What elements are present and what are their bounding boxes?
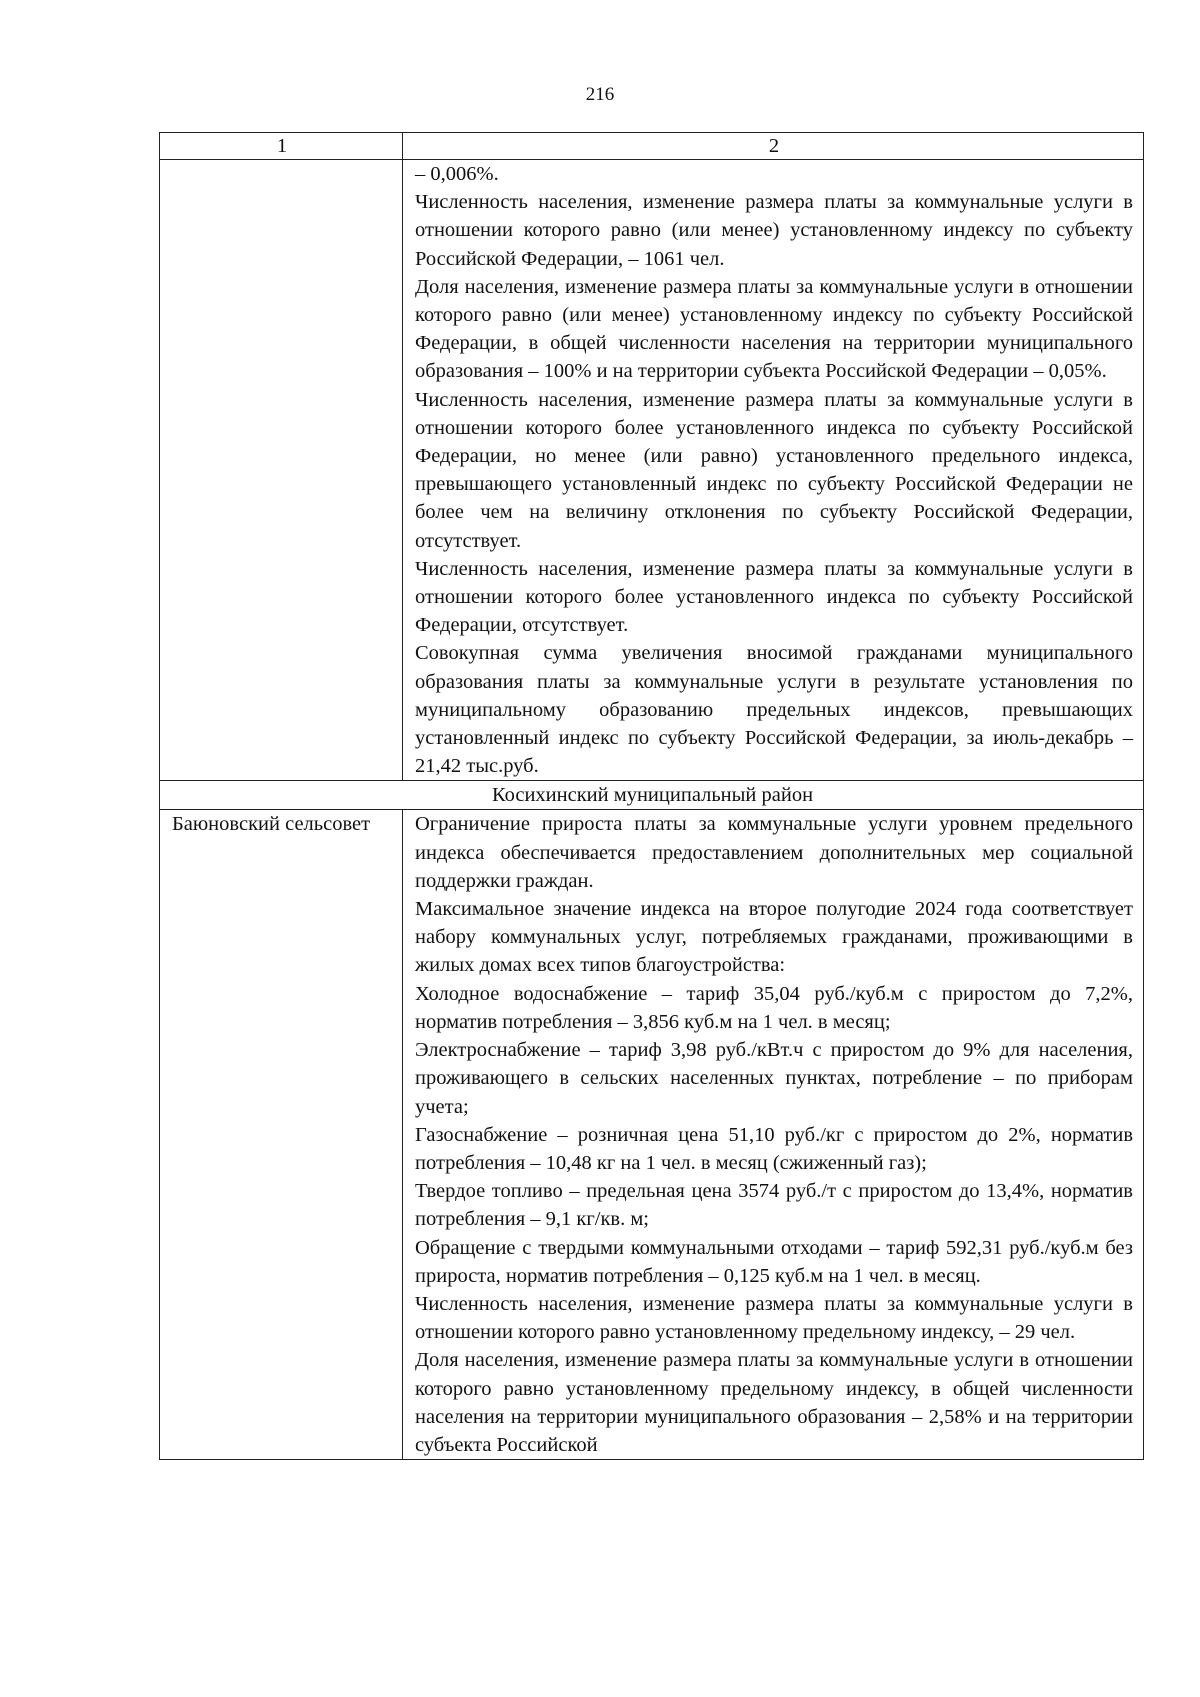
paragraph: Обращение с твердыми коммунальными отходами – тариф 592,31 руб./куб.м без прироста, норматив потребления – 0,125 куб.м на 1 чел. в месяц. <box>415 1236 1133 1287</box>
paragraph: Численность населения, изменение размера платы за коммунальные услуги в отношении которого более установленного индекса по субъекту Российской Федерации, отсутствует. <box>415 557 1133 637</box>
paragraph: Ограничение прироста платы за коммунальные услуги уровнем предельного индекса обеспечивается предоставлением дополнительных мер социальной поддержки граждан. <box>415 813 1133 892</box>
continuation-entity-cell <box>160 160 403 781</box>
page-number: 216 <box>585 84 615 105</box>
continuation-text-cell <box>403 160 1144 781</box>
column-header-1: 1 <box>160 133 403 160</box>
paragraph: Численность населения, изменение размера платы за коммунальные услуги в отношении которого более установленного индекса по субъекту Российской Федерации, но менее (или равно) установленного предельного индекса, превышающего установленный индекс по субъекту Российской Федерации не более чем на величину отклонения по субъекту Российской Федерации, отсутствует. <box>415 388 1133 552</box>
entity-row <box>160 810 1144 1460</box>
paragraph: Холодное водоснабжение – тариф 35,04 руб./куб.м с приростом до 7,2%, норматив потребления – 3,856 куб.м на 1 чел. в месяц; <box>415 982 1133 1033</box>
entity-name: Баюновский сельсовет <box>160 810 403 1460</box>
continuation-row <box>160 160 1144 781</box>
entity-text-cell <box>403 810 1144 1460</box>
paragraph: – 0,006%. <box>415 163 499 185</box>
paragraph: Максимальное значение индекса на второе полугодие 2024 года соответствует набору коммунальных услуг, потребляемых гражданами, проживающими в жилых домах всех типов благоустройства: <box>415 898 1133 977</box>
region-row <box>160 781 1144 810</box>
paragraph: Газоснабжение – розничная цена 51,10 руб./кг с приростом до 2%, норматив потребления – 10,48 кг на 1 чел. в месяц (сжиженный газ); <box>415 1123 1133 1174</box>
data-table <box>159 132 1144 1460</box>
paragraph: Численность населения, изменение размера платы за коммунальные услуги в отношении которого равно (или менее) установленному индексу по субъекту Российской Федерации, – 1061 чел. <box>415 191 1133 270</box>
header-row <box>160 133 1144 160</box>
paragraph: Твердое топливо – предельная цена 3574 руб./т с приростом до 13,4%, норматив потребления – 9,1 кг/кв. м; <box>415 1180 1133 1231</box>
paragraph: Доля населения, изменение размера платы за коммунальные услуги в отношении которого равно установленному предельному индексу, в общей численности населения на территории муниципального образования – 2,58% и на территории субъекта Российской <box>415 1349 1133 1456</box>
paragraph: Доля населения, изменение размера платы за коммунальные услуги в отношении которого равно (или менее) установленному индексу по субъекту Российской Федерации, в общей численности населения на территории муниципального образования – 100% и на территории субъекта Российской Федерации – 0,05%. <box>415 275 1133 383</box>
paragraph: Электроснабжение – тариф 3,98 руб./кВт.ч с приростом до 9% для населения, проживающего в сельских населенных пунктах, потребление – по приборам учета; <box>415 1039 1133 1118</box>
region-title: Косихинский муниципальный район <box>160 781 1144 810</box>
paragraph: Совокупная сумма увеличения вносимой гражданами муниципального образования платы за коммунальные услуги в результате установления по муниципальному образованию предельных индексов, превышающих установленный индекс по субъекту Российской Федерации, за июль-декабрь – 21,42 тыс.руб. <box>415 642 1133 778</box>
column-header-2: 2 <box>403 133 1144 160</box>
paragraph: Численность населения, изменение размера платы за коммунальные услуги в отношении которого равно установленному предельному индексу, – 29 чел. <box>415 1292 1133 1344</box>
